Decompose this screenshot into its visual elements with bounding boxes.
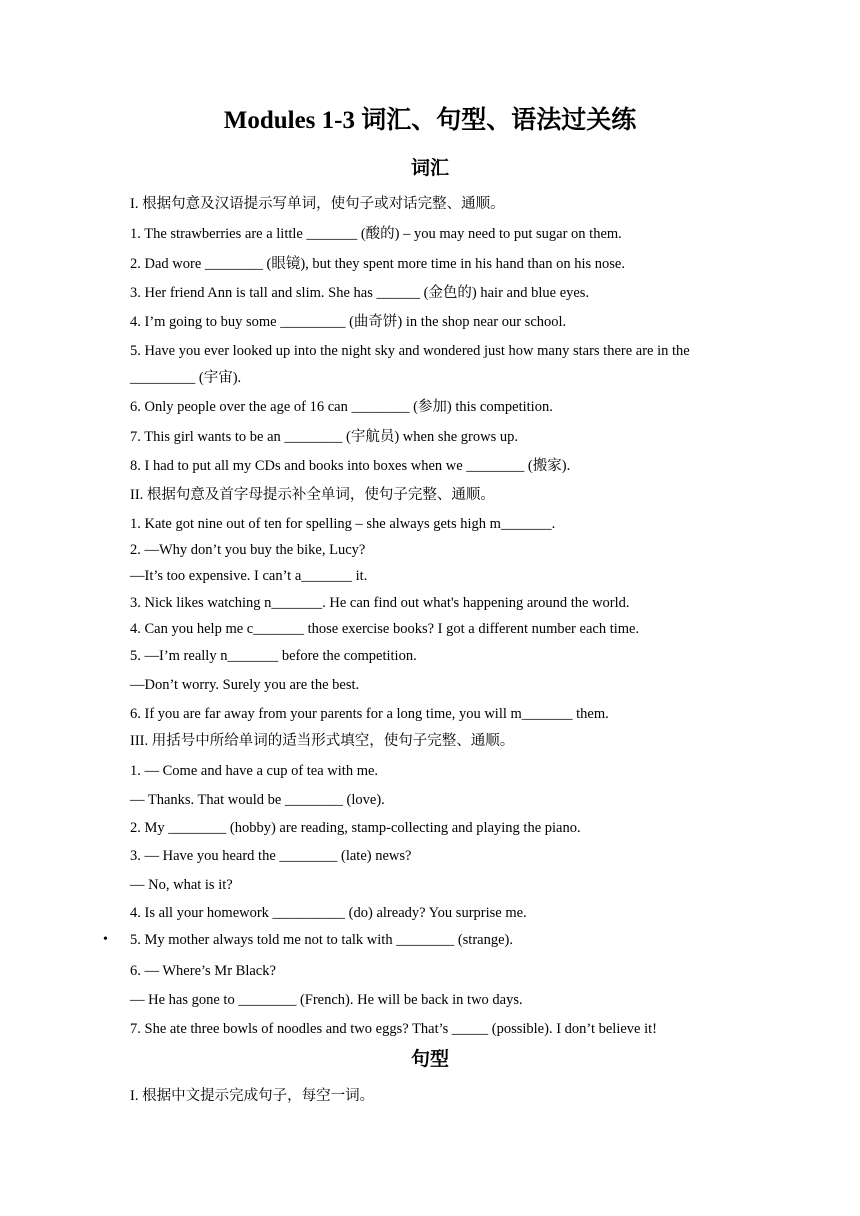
part4-instruction: I. 根据中文提示完成句子，每空一词。 xyxy=(130,1088,375,1104)
part1-item-5: 5. Have you ever looked up into the night sky and wondered just how many stars there are in the xyxy=(130,343,690,359)
part2-instruction: II. 根据句意及首字母提示补全单词，使句子完整、通顺。 xyxy=(130,487,495,503)
part3-item-7: 7. She ate three bowls of noodles and two eggs? That’s _____ (possible). I don’t believe it! xyxy=(130,1021,657,1037)
part2-item-3: 3. Nick likes watching n_______. He can find out what's happening around the world. xyxy=(130,595,630,611)
page-title: Modules 1-3 词汇、句型、语法过关练 xyxy=(223,107,637,134)
part3-item-4: 4. Is all your homework __________ (do) already? You surprise me. xyxy=(130,905,527,921)
part2-item-5-reply: —Don’t worry. Surely you are the best. xyxy=(130,677,360,693)
section-heading-sentence-patterns: 句型 xyxy=(410,1048,449,1070)
part2-item-1: 1. Kate got nine out of ten for spelling – she always gets high m_______. xyxy=(130,516,556,532)
part1-item-3: 3. Her friend Ann is tall and slim. She has ______ (金色的) hair and blue eyes. xyxy=(130,285,590,301)
part3-item-1: 1. — Come and have a cup of tea with me. xyxy=(130,763,379,779)
part1-item-2: 2. Dad wore ________ (眼镜), but they spent more time in his hand than on his nose. xyxy=(130,256,625,272)
part1-item-8: 8. I had to put all my CDs and books into boxes when we ________ (搬家). xyxy=(130,458,571,474)
part3-item-3: 3. — Have you heard the ________ (late) news? xyxy=(130,848,412,864)
part2-item-2-reply: —It’s too expensive. I can’t a_______ it. xyxy=(130,568,368,584)
part2-item-5: 5. —I’m really n_______ before the competition. xyxy=(130,648,417,664)
part1-item-5-continued: _________ (宇宙). xyxy=(130,370,242,386)
part3-item-5: 5. My mother always told me not to talk with ________ (strange). xyxy=(130,932,513,948)
part1-item-4: 4. I’m going to buy some _________ (曲奇饼) in the shop near our school. xyxy=(130,314,567,330)
bullet-marker: • xyxy=(103,932,108,947)
section-heading-vocabulary: 词汇 xyxy=(410,157,449,179)
part3-item-6-reply: — He has gone to ________ (French). He will be back in two days. xyxy=(130,992,523,1008)
part1-instruction: I. 根据句意及汉语提示写单词，使句子或对话完整、通顺。 xyxy=(130,196,505,212)
part2-item-6: 6. If you are far away from your parents for a long time, you will m_______ them. xyxy=(130,706,609,722)
part3-item-6: 6. — Where’s Mr Black? xyxy=(130,963,276,979)
part1-item-6: 6. Only people over the age of 16 can ________ (参加) this competition. xyxy=(130,399,553,415)
part3-item-1-reply: — Thanks. That would be ________ (love). xyxy=(130,792,385,808)
part3-instruction: III. 用括号中所给单词的适当形式填空，使句子完整、通顺。 xyxy=(130,733,515,749)
part1-item-7: 7. This girl wants to be an ________ (宇航员) when she grows up. xyxy=(130,429,518,445)
part3-item-3-reply: — No, what is it? xyxy=(130,877,233,893)
part2-item-4: 4. Can you help me c_______ those exercise books? I got a different number each time. xyxy=(130,621,640,637)
part1-item-1: 1. The strawberries are a little _______ (酸的) – you may need to put sugar on them. xyxy=(130,226,622,242)
part2-item-2: 2. —Why don’t you buy the bike, Lucy? xyxy=(130,542,366,558)
part3-item-2: 2. My ________ (hobby) are reading, stamp-collecting and playing the piano. xyxy=(130,820,581,836)
